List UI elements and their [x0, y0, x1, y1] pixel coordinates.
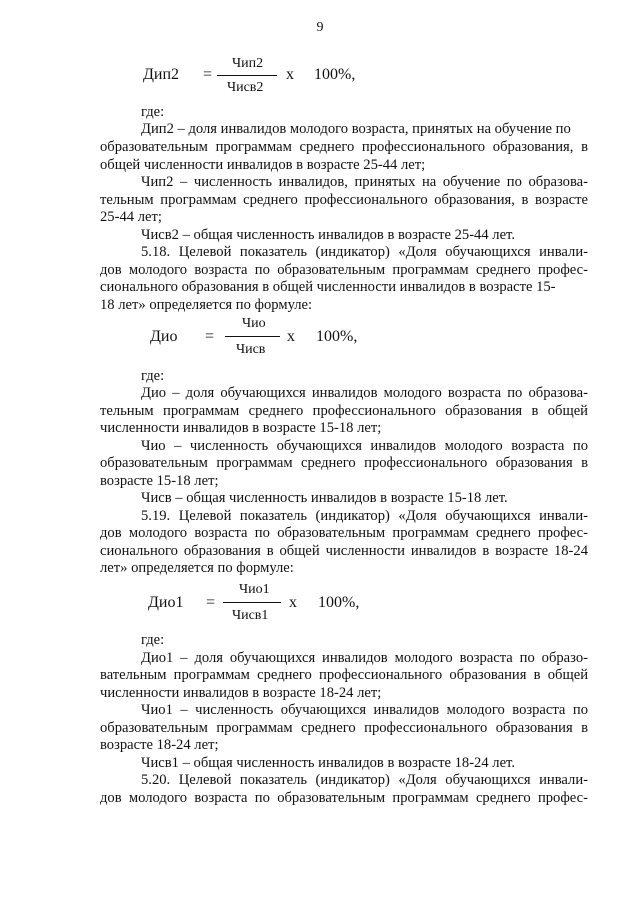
- text-line: численности инвалидов в возрасте 18-24 лет;: [100, 685, 382, 701]
- text-line: Чисв1 – общая численность инвалидов в возрасте 18-24 лет.: [141, 755, 515, 771]
- formula-dio: [0, 316, 640, 366]
- formula-times: x: [289, 594, 297, 611]
- formula-equals: =: [203, 66, 213, 83]
- text-line: 25-44 лет;: [100, 209, 162, 225]
- formula-denominator: Чисв2: [227, 80, 264, 95]
- text-line: дов молодого возраста по образовательным программам среднего профес-: [100, 262, 588, 278]
- formula-lhs: Дио1: [148, 594, 184, 611]
- fraction-bar: [217, 75, 277, 76]
- formula-percent: 100%,: [314, 66, 356, 83]
- formula-equals: =: [206, 594, 216, 611]
- formula-equals: =: [205, 328, 215, 345]
- formula-times: x: [286, 66, 294, 83]
- text-line: Дио1 – доля обучающихся инвалидов молодого возраста по образо-: [141, 650, 588, 666]
- formula-percent: 100%,: [318, 594, 360, 611]
- text-line: тельным программам среднего профессионального образования, в возрасте: [100, 192, 588, 208]
- text-line: Чисв2 – общая численность инвалидов в возрасте 25-44 лет.: [141, 227, 515, 243]
- text-line: тельным программам среднего профессионального образования в общей: [100, 403, 588, 419]
- text-line: образовательным программам среднего профессионального образования, в: [100, 139, 588, 155]
- text-line: сионального образования в общей численности инвалидов в возрасте 18-24: [100, 543, 588, 559]
- text-line: 5.20. Целевой показатель (индикатор) «Доля обучающихся инвали-: [141, 772, 588, 788]
- text-line: сионального образования в общей численности инвалидов в возрасте 15-: [100, 279, 556, 295]
- text-line: 5.19. Целевой показатель (индикатор) «Доля обучающихся инвали-: [141, 508, 588, 524]
- text-line: Чип2 – численность инвалидов, принятых на обучение по образова-: [141, 174, 588, 190]
- text-line: лет» определяется по формуле:: [100, 560, 294, 576]
- formula-lhs: Дио: [150, 328, 178, 345]
- text-line: возрасте 15-18 лет;: [100, 473, 219, 489]
- page-number: 9: [316, 20, 324, 35]
- text-line: возрасте 18-24 лет;: [100, 737, 219, 753]
- text-line: Дио – доля обучающихся инвалидов молодого возраста по образова-: [141, 385, 588, 401]
- text-line: 18 лет» определяется по формуле:: [100, 297, 313, 313]
- where-label: где:: [141, 104, 165, 120]
- text-line: дов молодого возраста по образовательным программам среднего профес-: [100, 525, 588, 541]
- text-line: Чио1 – численность обучающихся инвалидов молодого возраста по: [141, 702, 588, 718]
- where-label: где:: [141, 368, 165, 384]
- text-line: образовательным программам среднего профессионального образования в: [100, 720, 588, 736]
- formula-denominator: Чисв: [236, 342, 266, 357]
- formula-times: x: [287, 328, 295, 345]
- text-line: Чисв – общая численность инвалидов в возрасте 15-18 лет.: [141, 490, 508, 506]
- formula-dio1: [0, 582, 640, 632]
- text-line: общей численности инвалидов в возрасте 25-44 лет;: [100, 157, 426, 173]
- text-line: вательным программам среднего профессионального образования в общей: [100, 667, 588, 683]
- formula-numerator: Чио1: [239, 582, 270, 597]
- formula-lhs: Дип2: [143, 66, 180, 83]
- where-label: где:: [141, 632, 165, 648]
- formula-numerator: Чио: [242, 316, 266, 331]
- text-line: Чио – численность обучающихся инвалидов молодого возраста по: [141, 438, 588, 454]
- text-line: образовательным программам среднего профессионального образования в: [100, 455, 588, 471]
- text-line: 5.18. Целевой показатель (индикатор) «Доля обучающихся инвали-: [141, 244, 588, 260]
- formula-numerator: Чип2: [232, 56, 264, 71]
- formula-percent: 100%,: [316, 328, 358, 345]
- text-line: Дип2 – доля инвалидов молодого возраста, принятых на обучение по: [141, 121, 571, 137]
- formula-denominator: Чисв1: [232, 608, 269, 623]
- formula-dip2: [0, 58, 640, 108]
- fraction-bar: [223, 602, 281, 603]
- fraction-bar: [225, 336, 280, 337]
- text-line: численности инвалидов в возрасте 15-18 лет;: [100, 420, 382, 436]
- text-line: дов молодого возраста по образовательным программам среднего профес-: [100, 790, 588, 806]
